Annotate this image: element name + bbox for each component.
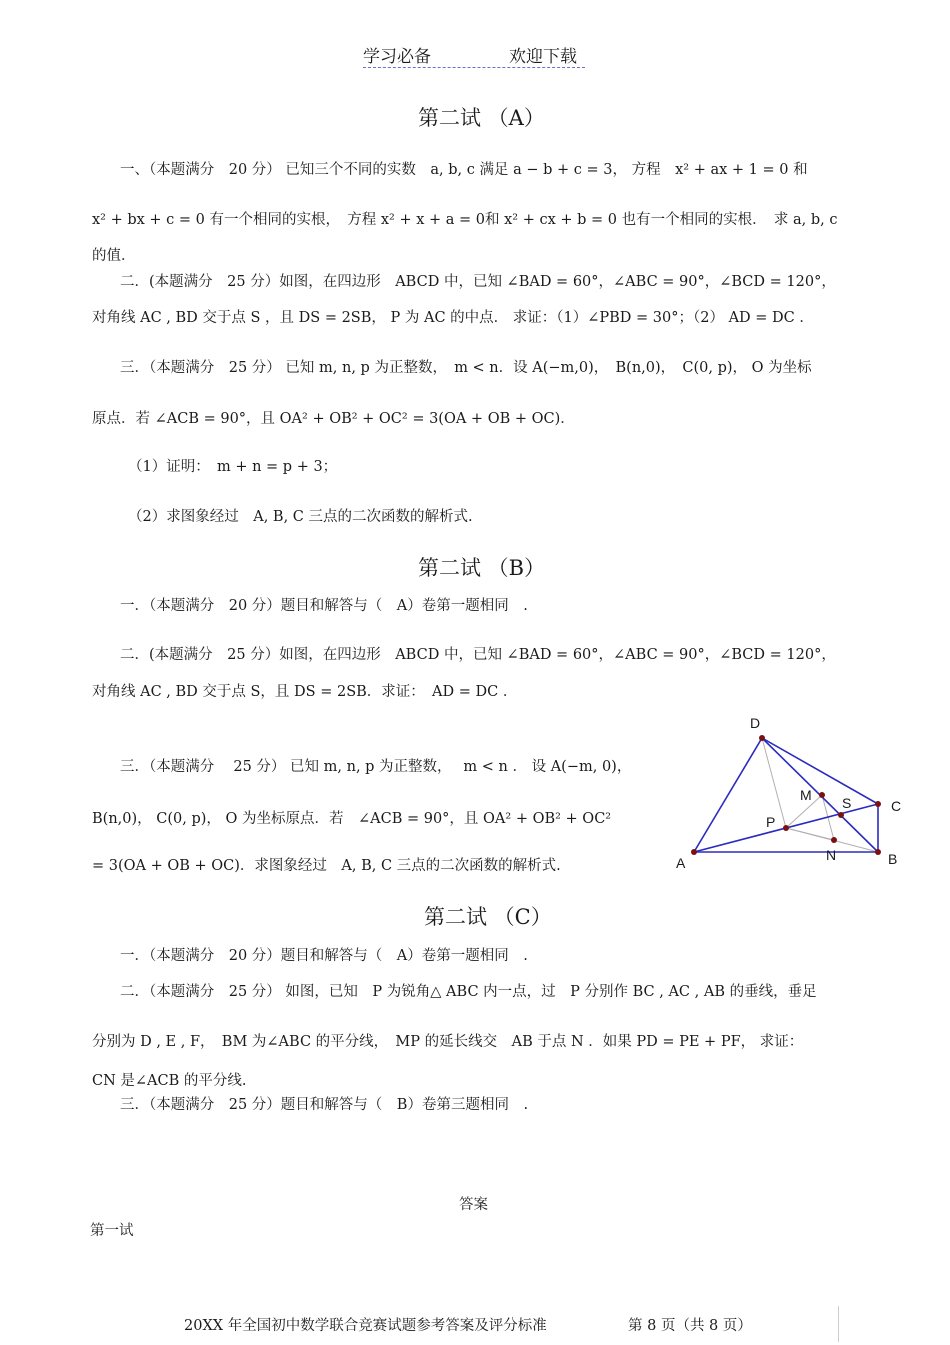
section-a-p3-line3: （1）证明： m + n = p + 3； [128, 459, 338, 475]
label-p: P [766, 814, 776, 830]
label-n: N [826, 847, 837, 863]
section-b-title: 第二试 （B） [418, 556, 546, 580]
quadrilateral-figure [670, 712, 910, 877]
label-d: D [750, 715, 761, 731]
section-a-p1-line1: 一、（本题满分 20 分） 已知三个不同的实数 a, b, c 满足 a − b + c = 3， 方程 x² + ax + 1 = 0 和 [120, 162, 808, 178]
aux-line-pn [786, 828, 834, 840]
header-right: 欢迎下载 [509, 47, 577, 67]
section-a-p2-line1: 二．(本题满分 25 分）如图，在四边形 ABCD 中，已知 ∠BAD = 60°，∠ABC = 90°，∠BCD = 120°， [120, 274, 836, 290]
point-a [691, 849, 697, 855]
section-c-p2-line3: CN 是∠ACB 的平分线. [92, 1073, 247, 1089]
section-a-p1-line2: x² + bx + c = 0 有一个相同的实根， 方程 x² + x + a = 0和 x² + cx + b = 0 也有一个相同的实根． 求 a, b, c [92, 212, 838, 228]
label-a: A [676, 855, 686, 871]
header-left: 学习必备 [363, 47, 431, 67]
label-b: B [888, 851, 898, 867]
footer-right: 第 8 页（共 8 页） [628, 1318, 752, 1334]
point-p [783, 825, 789, 831]
section-b-p2-line1: 二．(本题满分 25 分）如图，在四边形 ABCD 中，已知 ∠BAD = 60°，∠ABC = 90°，∠BCD = 120°， [120, 647, 836, 663]
section-a-p3-line2: 原点．若 ∠ACB = 90°，且 OA² + OB² + OC² = 3(OA + OB + OC)． [92, 411, 575, 427]
section-b-p1: 一．（本题满分 20 分）题目和解答与（ A）卷第一题相同 . [120, 598, 528, 614]
section-b-p3-line3: = 3(OA + OB + OC)．求图象经过 A, B, C 三点的二次函数的解析式. [92, 858, 561, 874]
answer-subtitle: 第一试 [90, 1223, 134, 1239]
section-a-p3-line4: （2）求图象经过 A, B, C 三点的二次函数的解析式. [128, 509, 473, 525]
section-b-p3-line2: B(n,0)， C(0, p)， O 为坐标原点．若 ∠ACB = 90°，且 OA² + OB² + OC² [92, 811, 612, 827]
section-c-p2-line2: 分别为 D , E , F， BM 为∠ABC 的平分线， MP 的延长线交 AB 于点 N ．如果 PD = PE + PF， 求证： [92, 1034, 804, 1050]
section-b-p3-line1: 三．（本题满分 25 分） 已知 m, n, p 为正整数， m < n ． 设 A(−m, 0)， [120, 759, 632, 775]
footer-left: 20XX 年全国初中数学联合竞赛试题参考答案及评分标准 [184, 1318, 547, 1334]
answer-title: 答案 [459, 1197, 488, 1213]
section-c-p1: 一．（本题满分 20 分）题目和解答与（ A）卷第一题相同 . [120, 948, 528, 964]
section-c-title: 第二试 （C） [424, 905, 552, 929]
footer-divider [838, 1306, 839, 1342]
section-a-p1-line3: 的值． [92, 248, 136, 264]
figure-points [691, 735, 881, 855]
page-header [363, 42, 585, 68]
section-a-p3-line1: 三．（本题满分 25 分） 已知 m, n, p 为正整数， m < n．设 A(−m,0)， B(n,0)， C(0, p)， O 为坐标 [120, 360, 812, 376]
point-m [819, 792, 825, 798]
section-c-p3: 三．（本题满分 25 分）题目和解答与（ B）卷第三题相同 . [120, 1097, 529, 1113]
point-c [875, 801, 881, 807]
section-b-p2-line2: 对角线 AC , BD 交于点 S，且 DS = 2SB．求证： AD = DC ． [92, 684, 518, 700]
label-m: M [800, 787, 812, 803]
label-c: C [891, 798, 902, 814]
section-a-title: 第二试 （A） [418, 106, 545, 130]
point-n [831, 837, 837, 843]
section-a-p2-line2: 对角线 AC , BD 交于点 S ，且 DS = 2SB， P 为 AC 的中点． 求证：（1）∠PBD = 30°；（2） AD = DC ． [92, 310, 814, 326]
section-c-p2-line1: 二．（本题满分 25 分） 如图，已知 P 为锐角△ ABC 内一点，过 P 分别作 BC , AC , AB 的垂线，垂足 [120, 984, 817, 1000]
label-s: S [842, 795, 852, 811]
point-d [759, 735, 765, 741]
point-s [838, 812, 844, 818]
point-b [875, 849, 881, 855]
